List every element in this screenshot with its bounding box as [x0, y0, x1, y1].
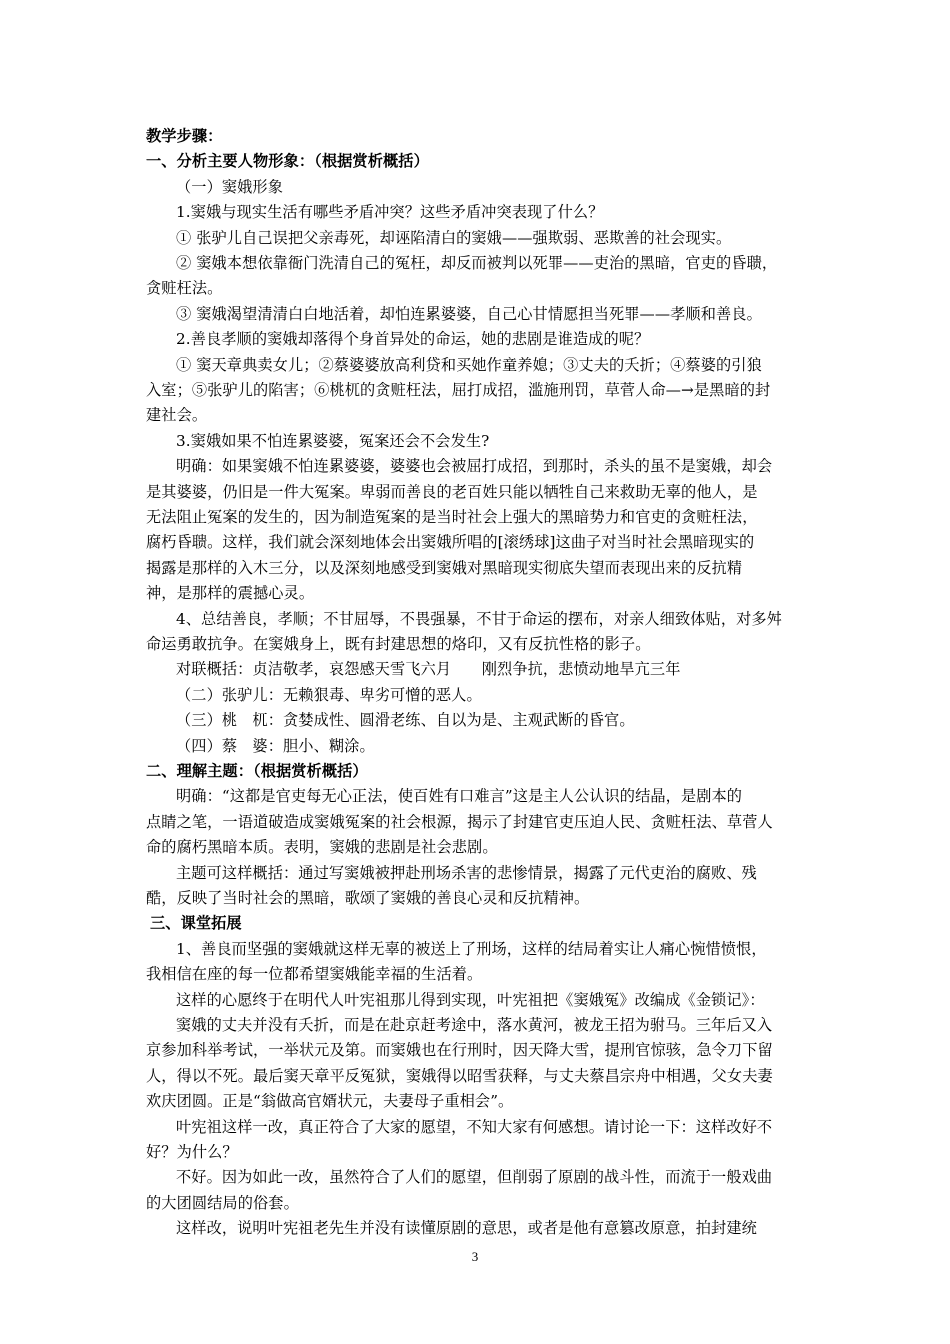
text-line: 3.窦娥如果不怕连累婆婆，冤案还会不会发生?	[176, 431, 490, 450]
text-line: 贪赃枉法。	[146, 279, 223, 298]
text-line: （四）蔡 婆：胆小、糊涂。	[176, 736, 375, 755]
text-line: 窦娥的丈夫并没有夭折，而是在赴京赶考途中，落水黄河，被龙王招为驸马。三年后又入	[176, 1016, 773, 1034]
text-line: 京参加科举考试，一举状元及第。而窦娥也在行刑时，因天降大雪，提刑官惊骇，急令刀下留	[146, 1041, 773, 1060]
text-line: ① 窦天章典卖女儿；②蔡婆婆放高利贷和买她作童养媳；③丈夫的夭折；④蔡婆的引狼	[176, 355, 762, 374]
text-line: 明确：“这都是官吏每无心正法，使百姓有口难言”这是主人公认识的结晶，是剧本的	[176, 787, 743, 806]
section-heading: 一、分析主要人物形象：（根据赏析概括）	[146, 152, 429, 171]
text-line: 我相信在座的每一位都希望窦娥能幸福的生活着。	[146, 965, 483, 984]
text-line: 腐朽昏聩。这样，我们就会深刻地体会出窦娥所唱的[滚绣球]这曲子对当时社会黑暗现实的	[146, 533, 755, 552]
text-line: 命的腐朽黑暗本质。表明，窦娥的悲剧是社会悲剧。	[146, 838, 498, 857]
text-line: ② 窦娥本想依靠衙门洗清自己的冤枉，却反而被判以死罪——吏治的黑暗，官吏的昏聩，	[176, 254, 778, 272]
text-line: 神，是那样的震撼心灵。	[146, 584, 315, 603]
text-line: 酷，反映了当时社会的黑暗，歌颂了窦娥的善良心灵和反抗精神。	[146, 889, 590, 907]
text-line: 欢庆团圆。正是“翁做高官婿状元，夫妻母子重相会”。	[146, 1092, 514, 1111]
text-line: 主题可这样概括：通过写窦娥被押赴刑场杀害的悲惨情景，揭露了元代吏治的腐败、残	[176, 863, 757, 882]
page-number: 3	[471, 1249, 479, 1264]
text-line: （二）张驴儿：无赖狠毒、卑劣可憎的恶人。	[176, 685, 482, 704]
text-line: 好？为什么？	[146, 1143, 238, 1161]
text-line: 4、总结善良，孝顺；不甘屈辱，不畏强暴，不甘于命运的摆布，对亲人细致体贴，对多舛	[176, 609, 782, 628]
text-line: 命运勇敢抗争。在窦娥身上，既有封建思想的烙印，又有反抗性格的影子。	[146, 635, 651, 653]
section-heading: 三、课堂拓展	[150, 914, 242, 933]
text-line: 无法阻止冤案的发生的，因为制造冤案的是当时社会上强大的黑暗势力和官吏的贪赃枉法，	[146, 508, 758, 526]
text-line: 是其婆婆，仍旧是一件大冤案。卑弱而善良的老百姓只能以牺牲自己来救助无辜的他人，是	[146, 482, 758, 501]
text-line: 对联概括：贞洁敬孝，哀怨感天雪飞六月 刚烈争抗，悲愤动地旱亢三年	[176, 660, 681, 679]
section-heading: 二、理解主题：（根据赏析概括）	[146, 762, 368, 780]
text-line: （三）桃 杌：贪婪成性、圆滑老练、自以为是、主观武断的昏官。	[176, 711, 635, 730]
text-line: 1.窦娥与现实生活有哪些矛盾冲突？这些矛盾冲突表现了什么？	[176, 203, 604, 222]
text-line: ① 张驴儿自己误把父亲毒死，却诬陷清白的窦娥——强欺弱、恶欺善的社会现实。	[176, 228, 732, 247]
text-line: 2.善良孝顺的窦娥却落得个身首异处的命运，她的悲剧是谁造成的呢？	[176, 330, 650, 349]
text-line: 1、善良而坚强的窦娥就这样无辜的被送上了刑场，这样的结局着实让人痛心惋惜愤恨，	[176, 939, 767, 958]
text-line: 明确：如果窦娥不怕连累婆婆，婆婆也会被屈打成招，到那时，杀头的虽不是窦娥，却会	[176, 457, 773, 476]
text-line: 这样的心愿终于在明代人叶宪祖那儿得到实现，叶宪祖把《窦娥冤》改编成《金锁记》：	[176, 990, 765, 1009]
text-line: （一）窦娥形象	[176, 177, 284, 196]
text-line: 入室；⑤张驴儿的陷害；⑥桃杌的贪赃枉法，屈打成招，滥施刑罚，草菅人命—→是黑暗的封	[146, 381, 771, 399]
text-line: 叶宪祖这样一改，真正符合了大家的愿望，不知大家有何感想。请讨论一下：这样改好不	[176, 1117, 773, 1136]
text-line: 揭露是那样的入木三分，以及深刻地感受到窦娥对黑暗现实彻底失望而表现出来的反抗精	[146, 558, 743, 577]
text-line: 这样改，说明叶宪祖老先生并没有读懂原剧的意思，或者是他有意篡改原意，拍封建统	[176, 1219, 757, 1238]
text-line: ③ 窦娥渴望清清白白地活着，却怕连累婆婆，自己心甘情愿担当死罪——孝顺和善良。	[176, 304, 762, 323]
text-line: 不好。因为如此一改，虽然符合了人们的愿望，但削弱了原剧的战斗性，而流于一般戏曲	[176, 1168, 773, 1187]
section-heading: 教学步骤：	[146, 127, 223, 145]
text-line: 点睛之笔，一语道破造成窦娥冤案的社会根源，揭示了封建官吏压迫人民、贪赃枉法、草菅人	[146, 812, 773, 831]
text-line: 建社会。	[146, 406, 208, 425]
text-line: 的大团圆结局的俗套。	[146, 1193, 299, 1212]
text-line: 人，得以不死。最后窦天章平反冤狱，窦娥得以昭雪获释，与丈夫蔡昌宗舟中相遇，父女夫妻	[146, 1066, 773, 1085]
